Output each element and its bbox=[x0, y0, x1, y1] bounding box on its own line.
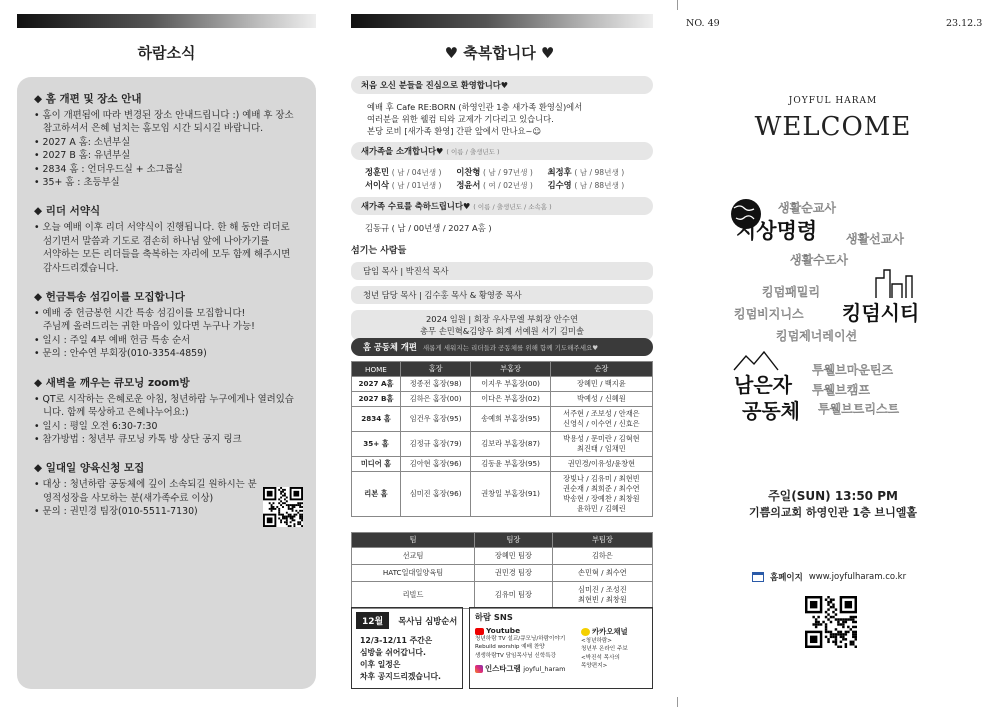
table-cell: 권민경/이유성/윤창현 bbox=[550, 457, 652, 472]
table-cell: 장혜민 / 백지윤 bbox=[550, 377, 652, 392]
home-table bbox=[351, 361, 653, 517]
news-line: • 오늘 예배 이후 리더 서약식이 진행됩니다. 한 해 동안 리더로 bbox=[34, 222, 290, 234]
table-cell: 박예성 / 신혜원 bbox=[550, 392, 652, 407]
table-row bbox=[352, 457, 653, 472]
instagram-icon bbox=[475, 665, 483, 673]
issue-date: 23.12.3 bbox=[946, 18, 983, 29]
new-family-row: 서이삭 ( 남 / 01년생 ) 정윤서 ( 여 / 02년생 ) 김수영 ( 남 / 88년생 ) bbox=[365, 180, 625, 190]
welcome-heading: WELCOME bbox=[754, 112, 912, 142]
kakao-line: 청년부 온라인 주보 bbox=[581, 646, 628, 653]
table-cell: 2027 A홈 bbox=[352, 377, 401, 392]
home-community-pill: 홈 공동체 개편 새롭게 세워지는 리더들과 공동체를 위해 함께 기도해주세요♥ bbox=[351, 338, 653, 356]
news-section bbox=[34, 375, 302, 447]
news-line: • 예배 중 헌금봉헌 시간 특송 섬김이를 모집합니다! bbox=[34, 308, 246, 320]
vision-word-big: 남은자 bbox=[734, 373, 792, 397]
youtube-icon bbox=[475, 628, 484, 635]
home-community-block bbox=[351, 338, 653, 517]
instagram-link[interactable]: 인스타그램 joyful_haram bbox=[475, 663, 581, 674]
news-line: 감사드리겠습니다. bbox=[43, 262, 119, 274]
welcome-text bbox=[351, 94, 653, 137]
graduation-line: 김동규 ( 남 / 00년생 / 2027 A홈 ) bbox=[365, 223, 492, 233]
table-header: 부팀장 bbox=[552, 533, 652, 548]
table-cell: 김하은 홈장(00) bbox=[400, 392, 470, 407]
news-section bbox=[34, 91, 302, 189]
table-cell: 35+ 홈 bbox=[352, 432, 401, 457]
news-line: 영적성장을 사모하는 분(새가족수료 이상) bbox=[43, 492, 214, 504]
vision-word: 생활순교사 bbox=[778, 201, 836, 215]
news-line: • 2027 A 홈: 소년부실 bbox=[34, 136, 131, 148]
news-line: • 일시 : 평일 오전 6:30-7:30 bbox=[34, 420, 158, 432]
news-line: • 35+ 홈 : 초등부실 bbox=[34, 177, 120, 189]
homepage-url[interactable]: www.joyfulharam.co.kr bbox=[808, 572, 907, 582]
table-cell: 리본 홈 bbox=[352, 472, 401, 517]
graduation-pill: 새가족 수료를 축하드립니다♥ ( 이름 / 출생년도 / 소속홈 ) bbox=[351, 197, 653, 215]
table-header: HOME bbox=[352, 362, 401, 377]
city-icon bbox=[876, 270, 912, 298]
table-cell: 김동윤 부홈장(95) bbox=[471, 457, 550, 472]
news-heading: ◆ 홈 개편 및 장소 안내 bbox=[34, 93, 142, 105]
news-section bbox=[34, 289, 302, 361]
table-cell: 김하은 bbox=[552, 548, 652, 565]
table-row bbox=[352, 432, 653, 457]
table-cell: 박용성 / 문미란 / 김혁현 최진태 / 임채민 bbox=[550, 432, 652, 457]
news-line: • 문의 : 안수연 부회장(010-3354-4859) bbox=[34, 348, 207, 360]
table-cell: 리빌드 bbox=[352, 582, 475, 609]
homepage-label: 홈페이지 bbox=[770, 573, 803, 583]
table-cell: 김정규 홈장(79) bbox=[400, 432, 470, 457]
vision-word: 투웰브캠프 bbox=[812, 383, 870, 397]
welcome-block bbox=[351, 76, 653, 137]
table-cell: 이다은 부홈장(02) bbox=[471, 392, 550, 407]
table-header: 순장 bbox=[550, 362, 652, 377]
news-line: • 홈이 개편됨에 따라 변경된 장소 안내드립니다 :) 예배 후 장소 bbox=[34, 110, 294, 121]
youtube-line: Rebuild worship 예배 찬양 bbox=[475, 644, 545, 651]
staff-row: 담임 목사 | 박진석 목사 bbox=[351, 262, 653, 280]
news-line: • QT로 시작하는 은혜로운 아침, 청년하람 누구에게나 열려있습 bbox=[34, 393, 294, 405]
table-row bbox=[352, 392, 653, 407]
youtube-link[interactable]: Youtube bbox=[475, 626, 581, 635]
welcome-line: 여러분을 위한 웰컴 티와 교제가 기다리고 있습니다. bbox=[367, 114, 554, 124]
vision-artwork bbox=[726, 198, 946, 433]
news-title: 하람소식 bbox=[137, 44, 196, 62]
kakao-line: 목양편지> bbox=[581, 663, 608, 670]
schedule-title: 목사님 심방순서 bbox=[398, 616, 458, 626]
table-cell: 이지우 부홈장(00) bbox=[471, 377, 550, 392]
blessing-title: ♥ 축복합니다 ♥ bbox=[444, 44, 555, 62]
table-header: 팀장 bbox=[475, 533, 553, 548]
graduation-block bbox=[351, 197, 653, 234]
kakao-icon bbox=[581, 628, 590, 636]
vision-word: 킹덤제너레이션 bbox=[776, 329, 858, 343]
table-row bbox=[352, 377, 653, 392]
news-line: • 2027 B 홈: 유년부실 bbox=[34, 150, 131, 162]
vision-word: 투웰브트리스트 bbox=[818, 402, 900, 416]
fold-mark bbox=[677, 0, 678, 10]
news-heading: ◆ 헌금특송 섬김이를 모집합니다 bbox=[34, 291, 185, 304]
sns-title: 하람 SNS bbox=[475, 612, 513, 622]
table-cell: 서주현 / 조보성 / 안재은 신영식 / 이수연 / 신효은 bbox=[550, 407, 652, 432]
new-family-row: 정훈민 ( 남 / 04년생 ) 이찬형 ( 남 / 97년생 ) 최정후 ( 남 / 98년생 ) bbox=[365, 167, 625, 177]
service-place: 기쁨의교회 하영인관 1층 브니엘홀 bbox=[749, 506, 917, 519]
table-cell: 손민혁 / 최수연 bbox=[552, 565, 652, 582]
table-header: 부홈장 bbox=[471, 362, 550, 377]
news-line: • 참가방법 : 청년부 큐모닝 카톡 방 상단 공지 링크 bbox=[34, 433, 242, 445]
table-cell: 심미진 / 조성진 최현빈 / 최창원 bbox=[552, 582, 652, 609]
welcome-line: 본당 로비 [새가족 환영] 간판 앞에서 만나요~☺ bbox=[367, 126, 542, 136]
browser-icon bbox=[752, 572, 764, 582]
table-cell: 권민경 팀장 bbox=[475, 565, 553, 582]
news-section bbox=[34, 460, 302, 518]
table-row bbox=[352, 565, 653, 582]
table-cell: 정종전 홈장(98) bbox=[400, 377, 470, 392]
table-cell: 임건우 홈장(95) bbox=[400, 407, 470, 432]
news-line: • 대상 : 청년하람 공동체에 깊이 소속되길 원하시는 분 bbox=[34, 479, 257, 491]
vision-word: 킹덤비지니스 bbox=[734, 307, 804, 321]
youtube-line: 생생하람TV 담임목사님 신학특강 bbox=[475, 652, 557, 659]
new-family-pill: 새가족을 소개합니다♥ ( 이름 / 출생년도 ) bbox=[351, 142, 653, 160]
schedule-body: 12/3-12/11 주간은 심방을 쉬어갑니다. 이후 일정은 차후 공지드리겠습니다. bbox=[360, 636, 441, 681]
news-line: • 일시 : 주일 4부 예배 헌금 특송 순서 bbox=[34, 334, 191, 346]
table-cell: 미디어 홈 bbox=[352, 457, 401, 472]
news-section bbox=[34, 203, 302, 275]
table-cell: 김보라 부홈장(87) bbox=[471, 432, 550, 457]
news-line: 섬기면서 말씀과 기도로 겸손히 하나님 앞에 나아가기를 bbox=[43, 235, 270, 247]
team-table bbox=[351, 532, 653, 609]
news-line: • 2834 홈 : 언더우드실 + 소그룹실 bbox=[34, 163, 183, 175]
month-tag: 12월 bbox=[356, 612, 389, 629]
news-line: 주님께 올려드리는 귀한 마음이 있다면 누구나 가능! bbox=[43, 321, 255, 333]
vision-word-big: 공동체 bbox=[742, 399, 800, 423]
news-line: • 문의 : 권민경 팀장(010-5511-7130) bbox=[34, 506, 198, 518]
kakao-line: <청년하람> bbox=[581, 638, 612, 644]
staff-block bbox=[351, 243, 653, 340]
kakao-link[interactable]: 카카오채널 bbox=[581, 626, 647, 637]
table-cell: 김유미 팀장 bbox=[475, 582, 553, 609]
vision-word: 투웰브마운틴즈 bbox=[812, 363, 894, 377]
vision-word: 생활선교사 bbox=[846, 232, 904, 246]
kakao-line: <박진석 목사의 bbox=[581, 654, 620, 661]
table-cell: 장혜민 팀장 bbox=[475, 548, 553, 565]
homepage-link[interactable] bbox=[752, 571, 906, 583]
vision-word: 생활수도사 bbox=[790, 253, 848, 267]
table-cell: 심미진 홈장(96) bbox=[400, 472, 470, 517]
news-line: 니다. 함께 묵상하고 은혜나누어요:) bbox=[43, 407, 189, 419]
table-header: 팀 bbox=[352, 533, 475, 548]
youtube-line: 청년하람 TV 설교/큐모닝/하람이야기 bbox=[475, 636, 566, 642]
table-row bbox=[352, 472, 653, 517]
news-heading: ◆ 일대일 양육신청 모집 bbox=[34, 462, 145, 475]
service-time: 주일(SUN) 13:50 PM bbox=[768, 489, 898, 503]
qr-code-icon[interactable] bbox=[805, 596, 857, 648]
vision-word-big: 지상명령 bbox=[736, 219, 818, 243]
table-cell: HATC일대일양육팀 bbox=[352, 565, 475, 582]
table-cell: 2027 B홈 bbox=[352, 392, 401, 407]
table-row bbox=[352, 548, 653, 565]
news-box bbox=[17, 77, 316, 689]
table-row bbox=[352, 407, 653, 432]
welcome-line: 예배 후 Cafe RE:BORN (하영인관 1층 새가족 환영실)에서 bbox=[367, 102, 583, 112]
org-name: JOYFUL HARAM bbox=[788, 96, 878, 106]
staff-row: 청년 담당 목사 | 김수홍 목사 & 황영중 목사 bbox=[351, 286, 653, 304]
table-row bbox=[352, 582, 653, 609]
table-cell: 송예희 부홈장(95) bbox=[471, 407, 550, 432]
sns-box bbox=[469, 607, 653, 689]
team-block bbox=[351, 532, 653, 609]
mountain-icon bbox=[734, 352, 778, 370]
table-cell: 선교팀 bbox=[352, 548, 475, 565]
table-cell: 김아현 홈장(96) bbox=[400, 457, 470, 472]
visitation-schedule-box bbox=[351, 607, 463, 689]
news-heading: ◆ 리더 서약식 bbox=[34, 205, 101, 218]
issue-number: NO. 49 bbox=[686, 18, 720, 29]
table-cell: 장빛나 / 김유미 / 최현빈 권순재 / 최희준 / 최수연 박송현 / 장예찬 / 최창원 윤하민 / 김혜린 bbox=[550, 472, 652, 517]
table-header: 홈장 bbox=[400, 362, 470, 377]
vision-word-big: 킹덤시티 bbox=[842, 301, 920, 325]
welcome-pill: 처음 오신 분들을 진심으로 환영합니다♥ bbox=[351, 76, 653, 94]
table-cell: 2834 홈 bbox=[352, 407, 401, 432]
vision-word: 킹덤패밀리 bbox=[762, 285, 820, 299]
qr-code-icon[interactable] bbox=[263, 487, 303, 527]
news-line: 서약하는 모든 리더들을 축복하는 자리에 모두 함께 해주시면 bbox=[43, 249, 291, 261]
fold-mark bbox=[677, 697, 678, 707]
news-heading: ◆ 새벽을 깨우는 큐모닝 zoom방 bbox=[34, 376, 190, 389]
officers-row: 2024 임원 | 회장 우사무엘 부회장 안수연 총무 손민혁&김양우 회계 서예원 서기 김미솔 bbox=[351, 310, 653, 340]
new-family-block bbox=[351, 142, 653, 192]
news-line: 참고하셔서 은혜 넘치는 홈모임 시간 되시길 바랍니다. bbox=[43, 123, 264, 135]
staff-title: 섬기는 사람들 bbox=[351, 246, 407, 256]
table-cell: 권창일 부홈장(91) bbox=[471, 472, 550, 517]
